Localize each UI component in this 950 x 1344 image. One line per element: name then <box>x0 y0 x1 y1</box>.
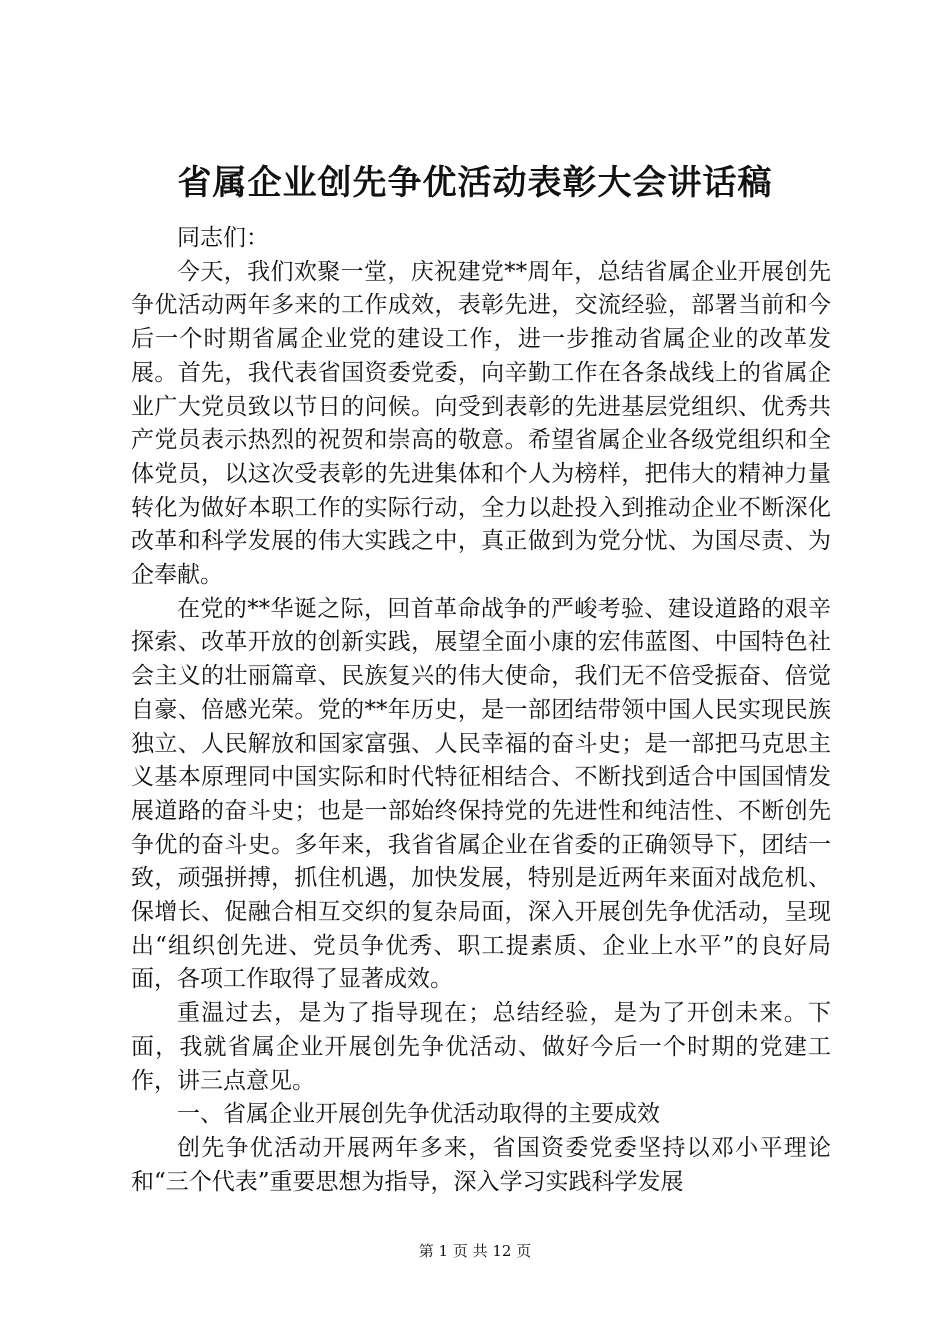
body-paragraph: 在党的**华诞之际，回首革命战争的严峻考验、建设道路的艰辛探索、改革开放的创新实践，展望全面小康的宏伟蓝图、中国特色社会主义的壮丽篇章、民族复兴的伟大使命，我们无不倍受振奋、倍觉自豪、倍感光荣。党的**年历史，是一部团结带领中国人民实现民族独立、人民解放和国家富强、人民幸福的奋斗史；是一部把马克思主义基本原理同中国实际和时代特征相结合、不断找到适合中国国情发展道路的奋斗史；也是一部始终保持党的先进性和纯洁性、不断创先争优的奋斗史。多年来，我省省属企业在省委的正确领导下，团结一致，顽强拼搏，抓住机遇，加快发展，特别是近两年来面对战危机、保增长、促融合相互交织的复杂局面，深入开展创先争优活动，呈现出“组织创先进、党员争优秀、职工提素质、企业上水平”的良好局面，各项工作取得了显著成效。 <box>131 595 831 993</box>
body-paragraph: 重温过去，是为了指导现在；总结经验，是为了开创未来。下面，我就省属企业开展创先争优活动、做好今后一个时期的党建工作，讲三点意见。 <box>131 1000 831 1094</box>
salutation-paragraph: 同志们： <box>177 225 269 251</box>
document-body <box>131 222 831 1199</box>
body-paragraph: 创先争优活动开展两年多来，省国资委党委坚持以邓小平理论和“三个代表”重要思想为指导，深入学习实践科学发展 <box>131 1134 831 1195</box>
document-title: 省属企业创先争优活动表彰大会讲话稿 <box>177 163 773 203</box>
section-heading: 一、省属企业开展创先争优活动取得的主要成效 <box>177 1101 660 1128</box>
page-number-footer: 第 1 页 共 12 页 <box>418 1242 532 1260</box>
body-paragraph: 今天，我们欢聚一堂，庆祝建党**周年，总结省属企业开展创先争优活动两年多来的工作成效，表彰先进，交流经验，部署当前和今后一个时期省属企业党的建设工作，进一步推动省属企业的改革发展。首先，我代表省国资委党委，向辛勤工作在各条战线上的省属企业广大党员致以节日的问候。向受到表彰的先进基层党组织、优秀共产党员表示热烈的祝贺和崇高的敬意。希望省属企业各级党组织和全体党员，以这次受表彰的先进集体和个人为榜样，把伟大的精神力量转化为做好本职工作的实际行动，全力以赴投入到推动企业不断深化改革和科学发展的伟大实践之中，真正做到为党分忧、为国尽责、为企奉献。 <box>131 258 831 589</box>
